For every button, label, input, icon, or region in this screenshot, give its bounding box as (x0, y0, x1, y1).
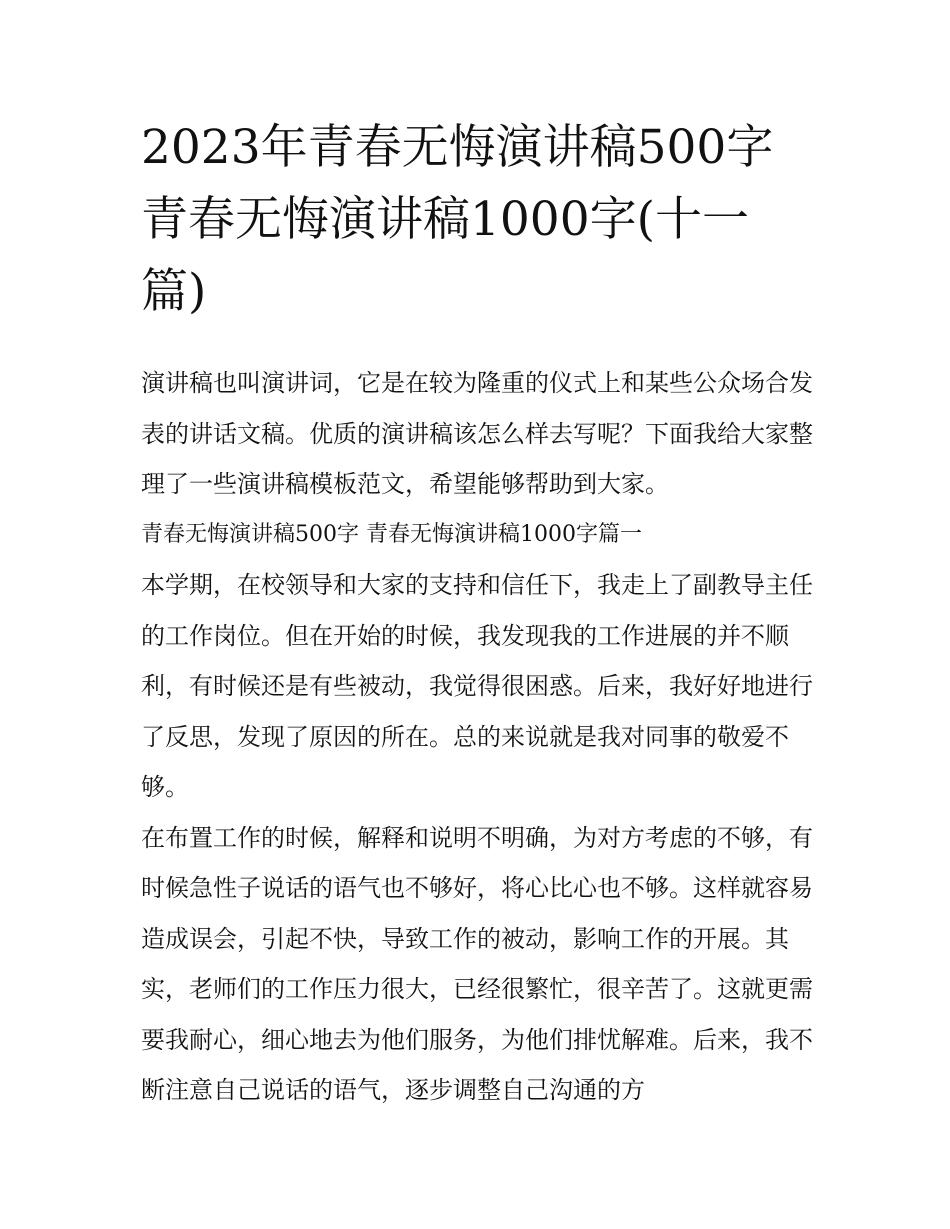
section-heading: 青春无悔演讲稿500字 青春无悔演讲稿1000字篇一 (141, 521, 642, 547)
body-paragraph-1: 本学期，在校领导和大家的支持和信任下，我走上了副教导主任的工作岗位。但在开始的时候，我发现我的工作进展的并不顺利，有时候还是有些被动，我觉得很困惑。后来，我好好地进行了反思，发现了原因的所在。总的来说就是我对同事的敬爱不够。 (141, 571, 813, 801)
document-page (141, 112, 813, 1116)
document-title: 2023年青春无悔演讲稿500字 青春无悔演讲稿1000字(十一篇) (141, 120, 774, 319)
intro-paragraph: 演讲稿也叫演讲词，它是在较为隆重的仪式上和某些公众场合发表的讲话文稿。优质的演讲稿该怎么样去写呢？下面我给大家整理了一些演讲稿模板范文，希望能够帮助到大家。 (141, 369, 813, 498)
body-paragraph-2: 在布置工作的时候，解释和说明不明确，为对方考虑的不够，有时候急性子说话的语气也不够好，将心比心也不够。这样就容易造成误会，引起不快，导致工作的被动，影响工作的开展。其实，老师们的工作压力很大，已经很繁忙，很辛苦了。这就更需要我耐心，细心地去为他们服务，为他们排忧解难。后来，我不断注意自己说话的语气，逐步调整自己沟通的方 (141, 823, 813, 1104)
